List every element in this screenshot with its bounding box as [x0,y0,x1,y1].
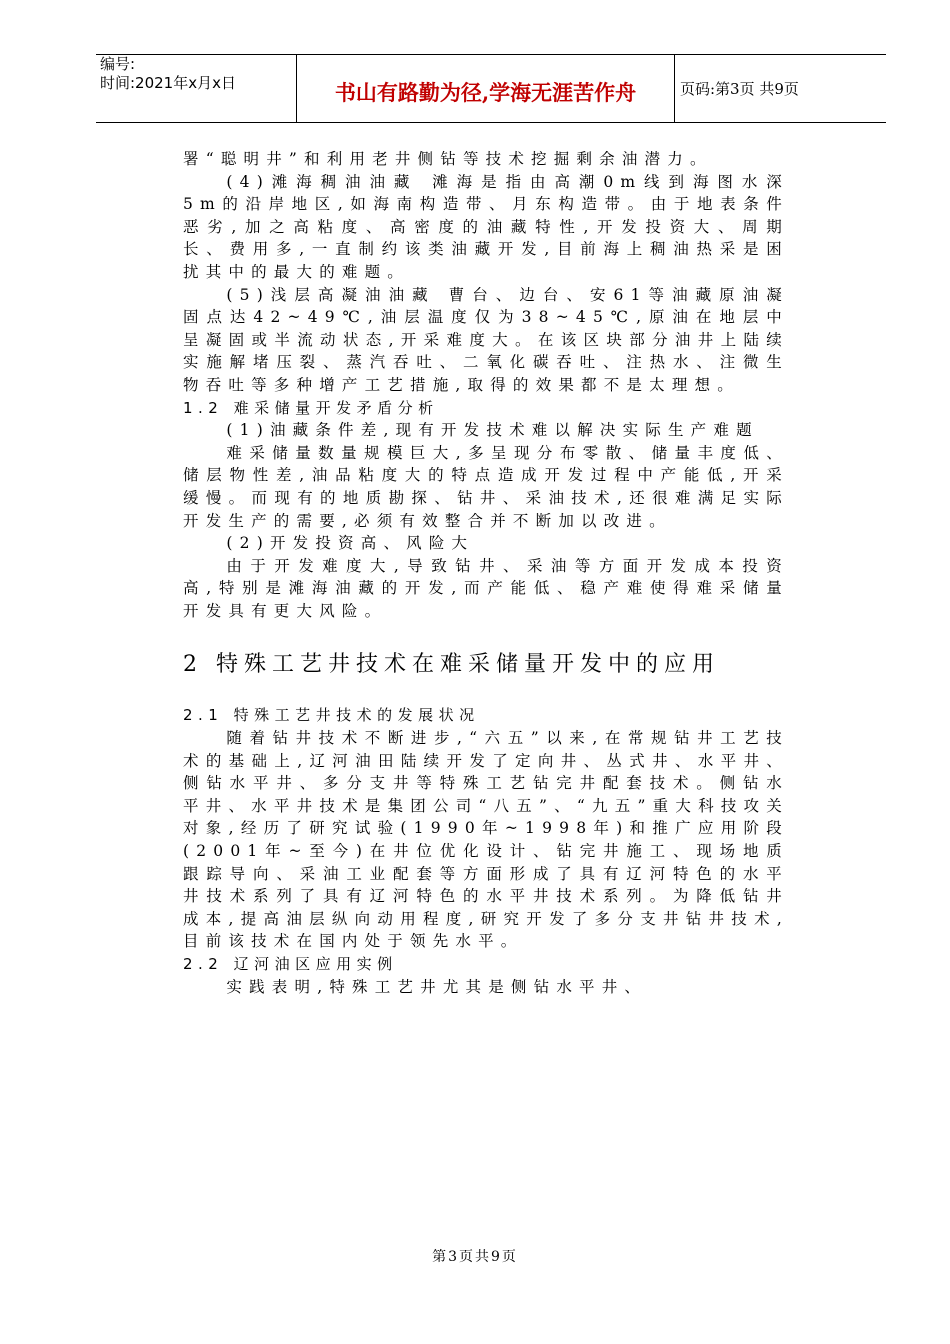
section-heading: 2 特殊工艺井技术在难采储量开发中的应用 [183,652,720,678]
section-subheading: 1.2 难采储量开发矛盾分析 [183,398,439,417]
body-paragraph: 署“聪明井”和利用老井侧钻等技术挖掘剩余油潜力。 [183,150,713,168]
header-info [100,55,236,93]
body-paragraph: (1)油藏条件差,现有开发技术难以解决实际生产难题 [226,421,759,440]
header-motto: 书山有路勤为径,学海无涯苦作舟 [334,80,637,105]
body-paragraph: 由于开发难度大,导致钻井、采油等方面开发成本投资高,特别是滩海油藏的开发,而产能低、稳产难使得难采储量开发具有更大风险。 [183,556,789,620]
body-paragraph: 随着钻井技术不断进步,“六五”以来,在常规钻井工艺技术的基础上,辽河油田陆续开发了定向井、丛式井、水平井、侧钻水平井、多分支井等特殊工艺钻完井配套技术。侧钻水平井、水平井技术是集团公司“八五”、“九五”重大科技攻关对象,经历了研究试验(1990年~1998年)和推广应用阶段(2001年~至今)在井位优化设计、钻完井施工、现场地质跟踪导向、采油工业配套等方面形成了具有辽河特色的水平井技术系列了具有辽河特色的水平井技术系列。为降低钻井成本,提高油层纵向动用程度,研究开发了多分支井钻井技术,目前该技术在国内处于领先水平。 [183,729,789,951]
number-label: 编号: [100,55,136,73]
header-page-number: 页码:第3页 共9页 [680,80,799,98]
document-body [183,148,789,998]
body-paragraph: 难采储量数量规模巨大,多呈现分布零散、储量丰度低、储层物性差,油品粘度大的特点造成开发过程中产能低,开采缓慢。而现有的地质勘探、钻井、采油技术,还很难满足实际开发生产的需要,必须有效整合并不断加以改进。 [183,443,789,530]
page-footer: 第3页共9页 [432,1249,518,1265]
section-subheading: 2.2 辽河油区应用实例 [183,955,398,973]
body-paragraph: (5)浅层高凝油油藏 曹台、边台、安61等油藏原油凝固点达42~49℃,油层温度仅为38~45℃,原油在地层中呈凝固或半流动状态,开采难度大。在该区块部分油井上陆续实施解堵压裂、蒸汽吞吐、二氧化碳吞吐、注热水、注微生物吞吐等多种增产工艺措施,取得的效果都不是太理想。 [183,285,789,394]
body-paragraph: (4)滩海稠油油藏 滩海是指由高潮0m线到海图水深5m的沿岸地区,如海南构造带、月东构造带。由于地表条件恶劣,加之高粘度、高密度的油藏特性,开发投资大、周期长、费用多,一直制约该类油藏开发,目前海上稠油热采是困扰其中的最大的难题。 [183,172,789,281]
header-bottom-rule [96,122,886,123]
header-divider-right [674,54,675,122]
body-paragraph: 实践表明,特殊工艺井尤其是侧钻水平井、 [226,977,648,996]
body-paragraph: (2)开发投资高、风险大 [226,534,475,553]
section-subheading: 2.1 特殊工艺井技术的发展状况 [183,706,480,725]
time-label: 时间:2021年x月x日 [100,74,236,92]
